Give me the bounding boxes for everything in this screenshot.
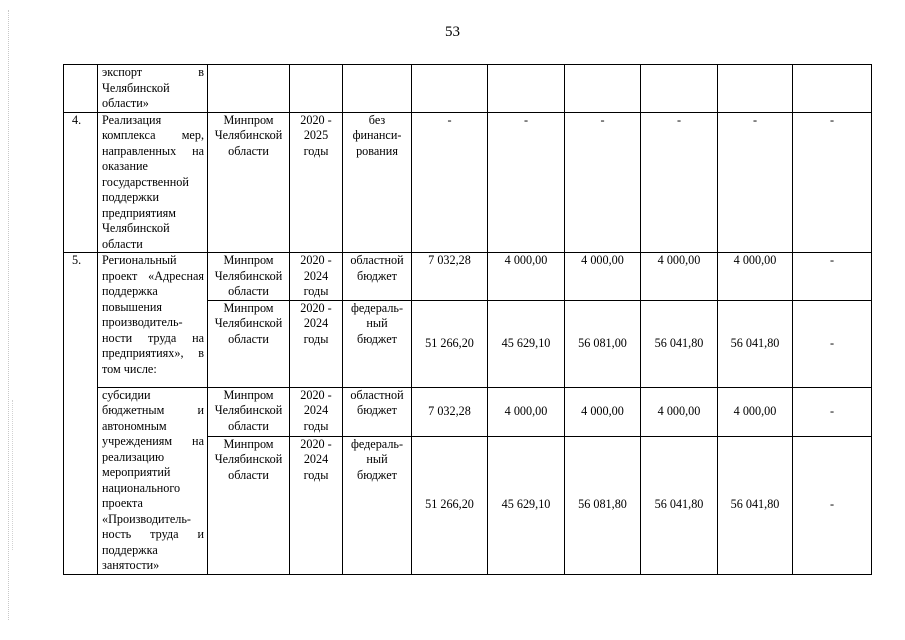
cell-value [488,65,565,113]
cell-value: 4 000,00 [488,253,565,301]
cell-name: Реализация комплекса мер, направленных на оказание государственной поддержки предприятиям Челябинской области [98,112,208,253]
cell-executor: Минпром Челябинской области [208,112,290,253]
cell-executor: Минпром Челябинской области [208,436,290,574]
cell-value: 4 000,00 [718,253,793,301]
cell-value: 56 041,80 [718,300,793,387]
cell-name: субсидии бюджетным и автономным учреждениям на реализацию мероприятий национального проекта «Производитель-ность труда и поддержка занятости» [98,387,208,574]
cell-value: - [793,112,872,253]
cell-executor: Минпром Челябинской области [208,300,290,387]
cell-value [793,65,872,113]
cell-value: - [488,112,565,253]
cell-period: 2020 - 2024 годы [290,436,343,574]
table-row [64,65,872,113]
cell-name: Региональный проект «Адресная поддержка повышения производитель-ности труда на предприятиях», в том числе: [98,253,208,388]
cell-value: 4 000,00 [565,253,641,301]
cell-source: областной бюджет [343,253,412,301]
cell-value: 4 000,00 [718,387,793,436]
cell-period: 2020 - 2024 годы [290,387,343,436]
cell-num [64,65,98,113]
cell-source: федераль-ный бюджет [343,300,412,387]
cell-num: 4. [64,112,98,253]
scan-margin-line [12,400,14,550]
cell-value: - [793,387,872,436]
scan-margin-line [8,10,10,620]
cell-value: 56 041,80 [641,436,718,574]
cell-value: 56 041,80 [641,300,718,387]
cell-value: 51 266,20 [412,436,488,574]
cell-value: 4 000,00 [641,253,718,301]
cell-value: 4 000,00 [488,387,565,436]
cell-value: 45 629,10 [488,300,565,387]
page-number: 53 [445,24,460,40]
cell-value: - [793,436,872,574]
cell-value [565,65,641,113]
cell-value: 7 032,28 [412,387,488,436]
table-row [64,387,872,436]
cell-value: 56 081,80 [565,436,641,574]
cell-period: 2020 - 2024 годы [290,253,343,301]
cell-period [290,65,343,113]
cell-period: 2020 - 2025 годы [290,112,343,253]
cell-value: - [793,300,872,387]
table-row [64,253,872,301]
cell-value: - [412,112,488,253]
cell-value: 7 032,28 [412,253,488,301]
cell-value: 51 266,20 [412,300,488,387]
program-table [63,64,872,575]
cell-source: областной бюджет [343,387,412,436]
cell-value: - [793,253,872,301]
cell-value: 56 081,00 [565,300,641,387]
cell-executor: Минпром Челябинской области [208,253,290,301]
cell-period: 2020 - 2024 годы [290,300,343,387]
cell-value: - [718,112,793,253]
cell-source: федераль-ный бюджет [343,436,412,574]
cell-executor [208,65,290,113]
cell-source: без финанси-рования [343,112,412,253]
cell-value: - [565,112,641,253]
cell-source [343,65,412,113]
cell-value [718,65,793,113]
cell-name: экспорт в Челябинской области» [98,65,208,113]
cell-value: 45 629,10 [488,436,565,574]
cell-value: 4 000,00 [641,387,718,436]
cell-value: 4 000,00 [565,387,641,436]
table-row [64,112,872,253]
cell-num: 5. [64,253,98,575]
cell-value [641,65,718,113]
cell-value [412,65,488,113]
cell-value: 56 041,80 [718,436,793,574]
cell-executor: Минпром Челябинской области [208,387,290,436]
cell-value: - [641,112,718,253]
